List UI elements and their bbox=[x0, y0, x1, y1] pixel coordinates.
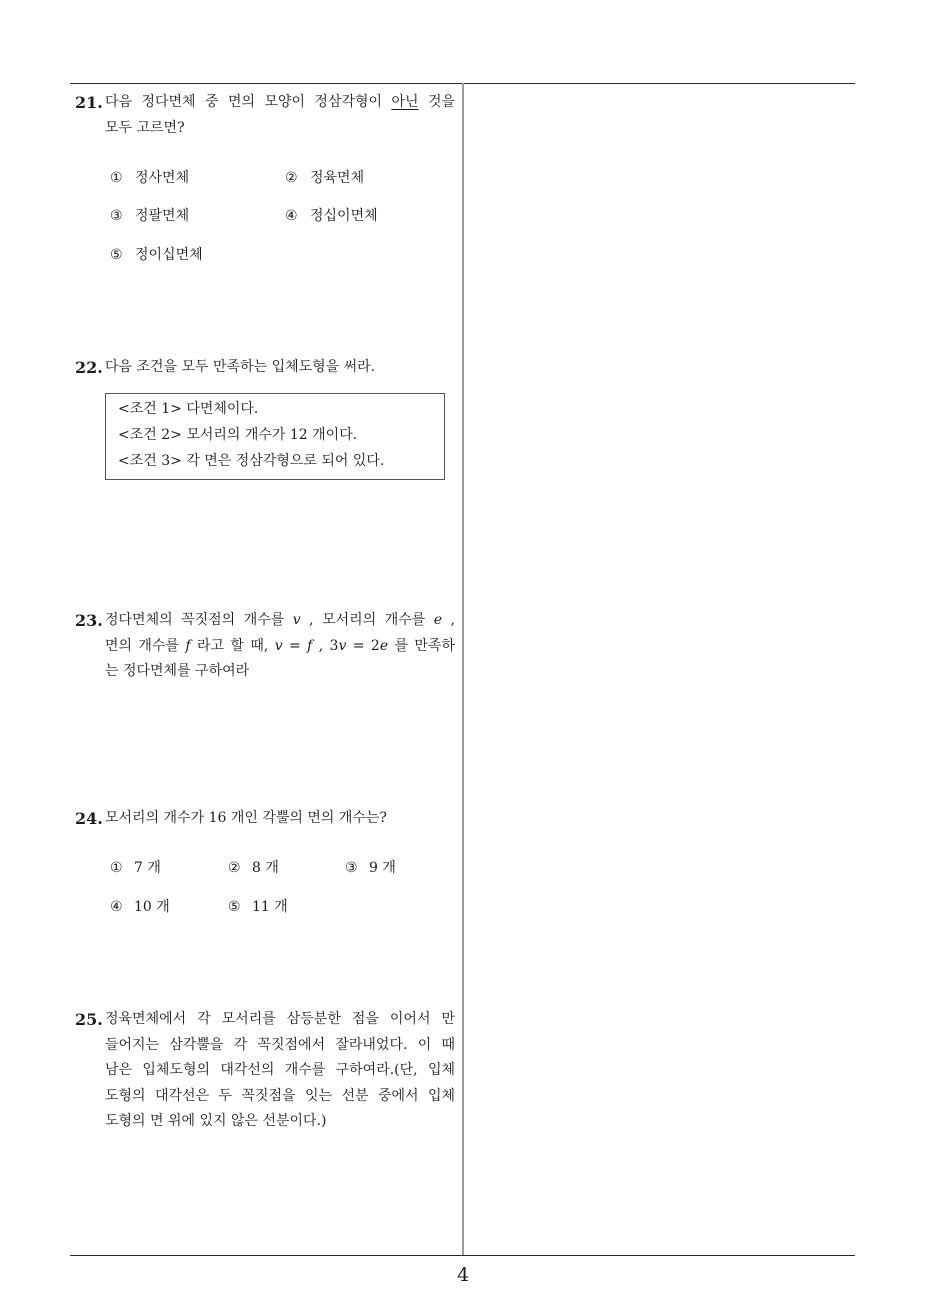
condition-3: <조건 3> 각 면은 정삼각형으로 되어 있다. bbox=[118, 453, 385, 469]
question-line bbox=[105, 634, 455, 660]
choice-marker: ① bbox=[110, 170, 123, 186]
question-line: 도형의 면 위에 있지 않은 선분이다.) bbox=[105, 1113, 327, 1129]
question-line bbox=[105, 608, 455, 634]
column-divider bbox=[462, 83, 464, 1256]
page-number: 4 bbox=[456, 1264, 470, 1286]
choice-text: 9 개 bbox=[369, 860, 396, 876]
question-text bbox=[105, 90, 455, 141]
question-21 bbox=[75, 90, 455, 141]
choice-text: 정이십면체 bbox=[135, 247, 203, 263]
choice-text: 8 개 bbox=[252, 860, 279, 876]
choice-text: 정육면체 bbox=[310, 170, 365, 186]
question-line: 들어지는 삼각뿔을 각 꼭짓점에서 잘라내었다. 이 때 bbox=[105, 1036, 455, 1053]
question-number: 23. bbox=[75, 611, 103, 630]
question-line: 남은 입체도형의 대각선의 개수를 구하여라.(단, 입체 bbox=[105, 1062, 455, 1078]
choice-5 bbox=[228, 895, 288, 919]
question-line: 모두 고르면? bbox=[105, 119, 185, 136]
choice-text: 11 개 bbox=[252, 899, 288, 915]
math-operator: = bbox=[282, 637, 308, 654]
choice-2 bbox=[285, 166, 364, 190]
bottom-rule bbox=[70, 1255, 855, 1256]
math-variable: f bbox=[307, 637, 313, 654]
question-text bbox=[105, 355, 455, 381]
text-segment: 정다면체의 꼭짓점의 개수를 bbox=[105, 612, 293, 628]
choice-text: 10 개 bbox=[134, 899, 170, 915]
choice-4 bbox=[110, 895, 170, 919]
choice-3 bbox=[345, 856, 396, 880]
question-text bbox=[105, 1007, 455, 1135]
choice-4 bbox=[285, 204, 378, 228]
question-22 bbox=[75, 355, 455, 381]
choice-marker: ⑤ bbox=[110, 247, 123, 263]
math-variable: v bbox=[338, 637, 347, 654]
choice-5 bbox=[110, 243, 203, 267]
choice-marker: ③ bbox=[110, 208, 123, 224]
text-segment: 를 만족하 bbox=[388, 637, 455, 654]
underlined-word: 아닌 bbox=[391, 94, 419, 110]
question-line: 정육면체에서 각 모서리를 삼등분한 점을 이어서 만 bbox=[105, 1011, 455, 1027]
question-25 bbox=[75, 1007, 455, 1135]
choice-2 bbox=[228, 856, 279, 880]
question-line bbox=[105, 90, 455, 116]
text-segment: , 3 bbox=[312, 637, 339, 654]
choice-marker: ③ bbox=[345, 860, 358, 876]
question-text bbox=[105, 806, 455, 832]
choice-marker: ② bbox=[285, 170, 298, 186]
condition-1: <조건 1> 다면체이다. bbox=[118, 401, 259, 417]
choice-1 bbox=[110, 166, 189, 190]
text-segment: 다음 정다면체 중 면의 모양이 정삼각형이 bbox=[105, 94, 392, 110]
conditions-box bbox=[105, 393, 445, 480]
choice-marker: ④ bbox=[285, 208, 298, 224]
text-segment: 것을 bbox=[418, 94, 456, 110]
choice-marker: ① bbox=[110, 860, 123, 876]
question-line: 도형의 대각선은 두 꼭짓점을 잇는 선분 중에서 입체 bbox=[105, 1087, 455, 1104]
choice-marker: ② bbox=[228, 860, 241, 876]
choice-marker: ⑤ bbox=[228, 899, 241, 915]
math-variable: e bbox=[433, 612, 443, 628]
choice-text: 정팔면체 bbox=[135, 208, 190, 224]
math-variable: f bbox=[185, 637, 191, 654]
text-segment: 면의 개수를 bbox=[105, 637, 186, 654]
choice-marker: ④ bbox=[110, 899, 123, 915]
choice-text: 7 개 bbox=[134, 860, 161, 876]
choice-text: 정사면체 bbox=[135, 170, 190, 186]
question-24 bbox=[75, 806, 455, 832]
question-line: 는 정다면체를 구하여라 bbox=[105, 663, 250, 679]
question-number: 25. bbox=[75, 1010, 103, 1029]
math-operator: = 2 bbox=[346, 637, 380, 654]
condition-2: <조건 2> 모서리의 개수가 12 개이다. bbox=[118, 427, 358, 443]
choice-text: 정십이면체 bbox=[310, 208, 378, 224]
text-segment: 라고 할 때, bbox=[190, 637, 275, 654]
math-variable: v bbox=[274, 637, 283, 654]
text-segment: , 모서리의 개수를 bbox=[300, 612, 434, 628]
question-line: 모서리의 개수가 16 개인 각뿔의 면의 개수는? bbox=[105, 810, 387, 826]
math-variable: v bbox=[292, 612, 301, 628]
question-number: 21. bbox=[75, 93, 103, 112]
question-number: 22. bbox=[75, 358, 103, 377]
question-23 bbox=[75, 608, 455, 685]
choice-1 bbox=[110, 856, 161, 880]
question-number: 24. bbox=[75, 809, 103, 828]
question-text bbox=[105, 608, 455, 685]
question-line: 다음 조건을 모두 만족하는 입체도형을 써라. bbox=[105, 359, 376, 375]
text-segment: , bbox=[442, 612, 456, 628]
math-variable: e bbox=[379, 637, 389, 654]
choice-3 bbox=[110, 204, 189, 228]
